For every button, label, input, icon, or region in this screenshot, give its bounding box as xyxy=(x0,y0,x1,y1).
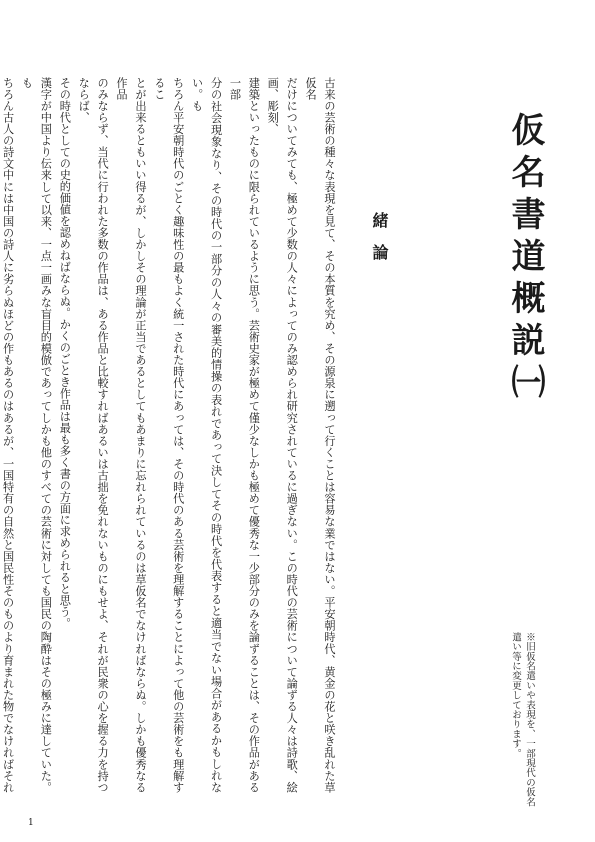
section-heading: 緒論 xyxy=(370,212,389,276)
body-line: 建築といったものに限られているように思う。芸術史家が極めて僅少なしかも極めて優秀な一少部分のみを論ずることは、その作品がある一部 xyxy=(228,77,261,793)
body-line: とが出来るともいい得るが、しかしその理論が正当であるとしてもあまりに忘れられているのは草仮名でなければならぬ。しかも優秀なる作品 xyxy=(115,77,147,793)
page-number: 1 xyxy=(28,818,34,828)
body-text xyxy=(1,77,338,793)
body-line: その時代としての史的価値を認めねばならぬ。かくのごとき作品は最も多く書の方面に求められると思う。 xyxy=(58,77,72,629)
body-line: のみならず、当代に行われた多数の作品は、ある作品と比較すればあるいは古拙を免れないものにもせよ、それが民衆の心を握る力を持つならば、 xyxy=(77,77,110,793)
body-line: だけについてみても、極めて少数の人々によってのみ認められ研究されているに過ぎない。この時代の芸術について論ずる人々は詩歌、絵画、彫刻、 xyxy=(266,77,299,793)
body-line: ちろん古人の詩文中には中国の詩人に劣らぬほどの作もあるのはあるが、一国特有の自然と国民性そのものより育まれた物でなければそれ xyxy=(1,77,15,793)
body-line: 漢字が中国より伝来して以来、一点一画みな盲目的模倣であってしかも他のすべての芸術に対しても国民の陶酔はその極みに達していた。も xyxy=(20,77,53,793)
body-line: 古来の芸術の種々な表現を見て、その本質を究め、その源泉に遡って行くことは容易な業ではない。平安朝時代、黄金の花と咲き乱れた草仮名 xyxy=(304,77,336,793)
document-title: 仮名書道概説㈠ xyxy=(505,112,545,406)
editorial-note: ※旧仮名遣いや表現を、一部現代の仮名遣い等に変更しております。 xyxy=(510,632,535,807)
body-line: ちろん平安朝時代のごとく趣味性の最もよく統一された時代にあっては、その時代のある芸術を理解することによって他の芸術をも理解するこ xyxy=(152,77,185,793)
body-line: 分の社会現象なり、その時代の一部分の人々の審美的情操の表れであって決してその時代を代表すると適当でない場合があるかもしれない。も xyxy=(190,77,223,793)
